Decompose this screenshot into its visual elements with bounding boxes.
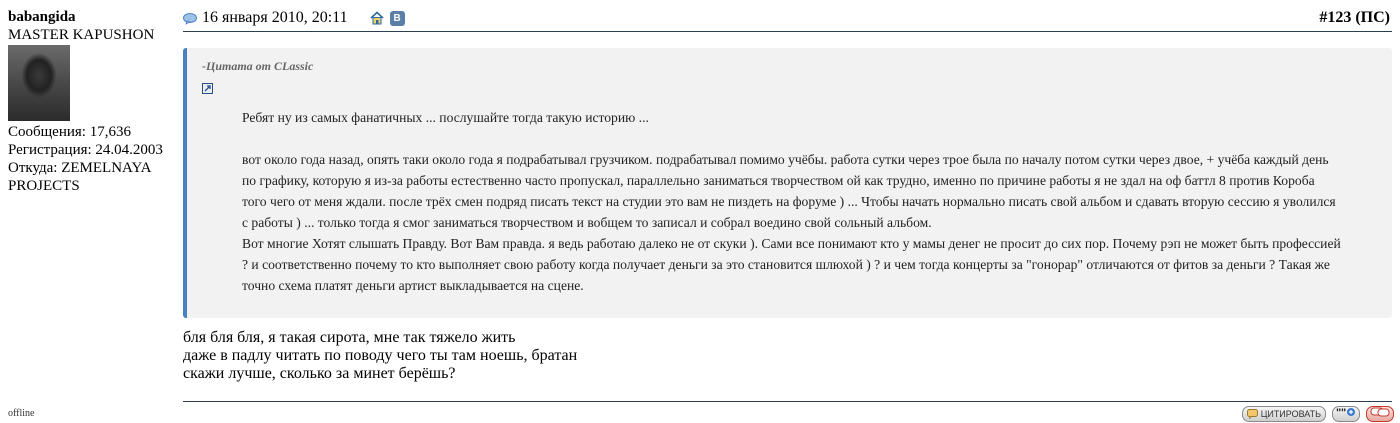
quote-block bbox=[183, 48, 1392, 318]
user-posts-count: Сообщения: 17,636 bbox=[8, 124, 131, 140]
user-registration-date: Регистрация: 24.04.2003 bbox=[8, 142, 163, 158]
quote-body bbox=[242, 107, 1342, 296]
quote-button-label: ЦИТИРОВАТЬ bbox=[1260, 409, 1321, 419]
message-line-2: даже в падлу читать по поводу чего ты там ноешь, братан bbox=[183, 347, 578, 364]
post-icon bbox=[183, 12, 197, 24]
post-header bbox=[183, 7, 1392, 32]
vk-icon[interactable]: B bbox=[390, 11, 405, 26]
post-footer-divider bbox=[183, 401, 1392, 402]
avatar[interactable] bbox=[8, 45, 70, 121]
pm-link-open: ( bbox=[1355, 9, 1361, 26]
user-info-panel bbox=[8, 8, 178, 195]
svg-text:": " bbox=[1336, 407, 1342, 417]
user-location: Откуда: ZEMELNAYA PROJECTS bbox=[8, 160, 151, 194]
multiquote-icon bbox=[1336, 407, 1356, 421]
home-icon[interactable] bbox=[370, 11, 384, 25]
quote-cite: -Цитата от CLassic bbox=[202, 59, 314, 73]
online-status: offline bbox=[8, 408, 35, 419]
post-date: 16 января 2010, 20:11 bbox=[202, 9, 348, 26]
pm-link-close: ) bbox=[1384, 9, 1390, 26]
view-post-icon[interactable] bbox=[202, 81, 213, 92]
post-number-link[interactable]: #123 bbox=[1319, 9, 1352, 26]
post-number bbox=[1319, 9, 1390, 27]
message-line-3: скажи лучше, сколько за минет берёшь? bbox=[183, 365, 456, 382]
quote-paragraph-3: Вот многие Хотят слышать Правду. Вот Вам правда. я ведь работаю далеко не от скуки ). Сами все понимают кто у мамы денег не просит до сих пор. Почему рэп не может быть профессией ? и соответственно почему то кто выполняет свою работу когда получает деньги за это становится шлюхой ) ? и чем тогда концерты за "гонорар" отличаются от фитов за деньги ? Такая же точно схема платят деньги артист выкладывается на сцене. bbox=[242, 236, 1341, 293]
post-message bbox=[183, 329, 577, 383]
pm-link[interactable]: ПС bbox=[1360, 9, 1385, 26]
user-title: MASTER KAPUSHON bbox=[8, 27, 155, 43]
quote-paragraph-2: вот около года назад, опять таки около года я подрабатывал грузчиком. подрабатывал помимо учёбы. работа сутки через трое была по началу потом сутки через двое, + учёба каждый день по графику, которую я из-за работы естественно часто пропускал, параллельно заниматься творчеством ой как трудно, именно по причине работы я не здал на оф баттл 8 против Короба того чего от меня ждали. после трёх смен подряд писать текст на студии это вам не пиздеть на форуме ) ... Чтобы начать нормально писать свой альбом и сдавать вторую сессию я уволился с работы ) ... только тогда я смог заниматься творчеством и вобщем то записал и собрал воедино свой сольный альбом. bbox=[242, 152, 1336, 230]
message-line-1: бля бля бля, я такая сирота, мне так тяжело жить bbox=[183, 329, 516, 346]
quote-icon bbox=[1247, 409, 1258, 419]
reply-icon bbox=[1370, 407, 1390, 421]
quote-paragraph-1: Ребят ну из самых фанатичных ... послушайте тогда такую историю ... bbox=[242, 110, 649, 125]
svg-text:": " bbox=[1341, 407, 1347, 417]
username[interactable]: babangida bbox=[8, 9, 76, 25]
